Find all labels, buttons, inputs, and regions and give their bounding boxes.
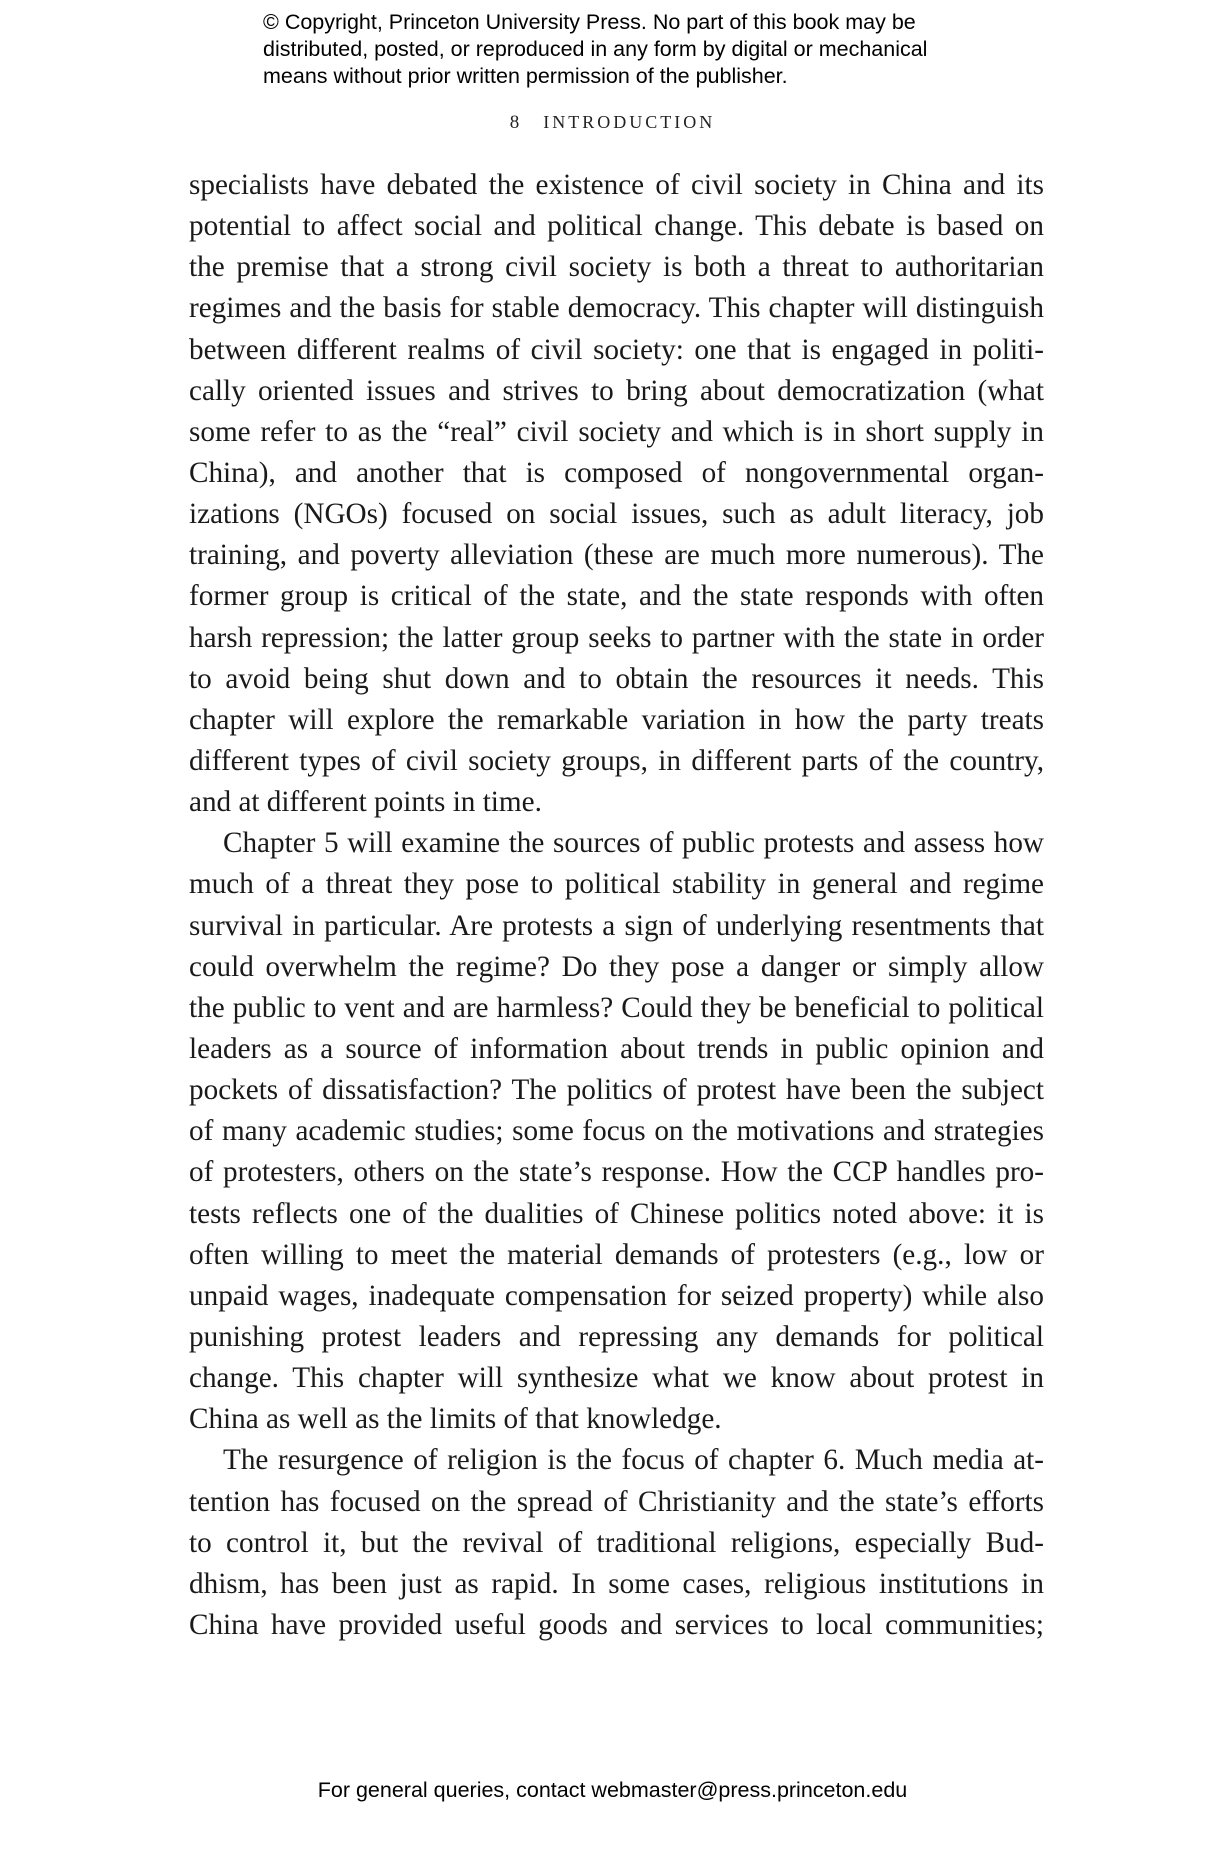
text-line: between different realms of civil society: one that is engaged in politi- xyxy=(189,333,1044,366)
text-line: izations (NGOs) focused on social issues, such as adult literacy, job xyxy=(189,498,1044,531)
text-line: China), and another that is composed of nongovernmental organ- xyxy=(189,456,1044,489)
text-line: potential to affect social and political change. This debate is based on xyxy=(189,210,1044,243)
text-line: China as well as the limits of that knowledge. xyxy=(189,1403,722,1436)
text-line: of many academic studies; some focus on the motivations and strategies xyxy=(189,1115,1044,1148)
text-line: some refer to as the “real” civil society and which is in short supply in xyxy=(189,415,1044,448)
text-line: cally oriented issues and strives to bring about democratization (what xyxy=(189,374,1044,407)
running-head xyxy=(0,112,1225,134)
text-line: to control it, but the revival of traditional religions, especially Bud- xyxy=(189,1526,1044,1559)
text-line: to avoid being shut down and to obtain the resources it needs. This xyxy=(189,662,1044,695)
text-line: survival in particular. Are protests a sign of underlying resentments that xyxy=(189,909,1044,942)
page-number: 8 xyxy=(509,112,520,133)
text-line: training, and poverty alleviation (these are much more numerous). The xyxy=(189,539,1044,572)
text-line: former group is critical of the state, and the state responds with often xyxy=(189,580,1044,613)
text-line: the public to vent and are harmless? Could they be beneficial to political xyxy=(189,991,1044,1024)
text-line: could overwhelm the regime? Do they pose a danger or simply allow xyxy=(189,950,1044,983)
text-line: The resurgence of religion is the focus of chapter 6. Much media at- xyxy=(223,1444,1044,1477)
text-line: regimes and the basis for stable democracy. This chapter will distinguish xyxy=(189,292,1044,325)
text-line: of protesters, others on the state’s response. How the CCP handles pro- xyxy=(189,1156,1044,1189)
footer-contact: For general queries, contact webmaster@press.princeton.edu xyxy=(317,1778,908,1802)
text-line: much of a threat they pose to political stability in general and regime xyxy=(189,868,1044,901)
text-line: the premise that a strong civil society is both a threat to authoritarian xyxy=(189,251,1044,284)
text-line: pockets of dissatisfaction? The politics of protest have been the subject xyxy=(189,1074,1044,1107)
text-line: harsh repression; the latter group seeks to partner with the state in order xyxy=(189,621,1044,654)
text-line: different types of civil society groups, in different parts of the country, xyxy=(189,744,1044,777)
copyright-line: © Copyright, Princeton University Press. No part of this book may be xyxy=(263,10,916,34)
text-line: China have provided useful goods and services to local communities; xyxy=(189,1608,1044,1641)
text-line: punishing protest leaders and repressing any demands for political xyxy=(189,1320,1044,1353)
text-line: change. This chapter will synthesize what we know about protest in xyxy=(189,1362,1044,1395)
text-line: and at different points in time. xyxy=(189,786,542,819)
text-line: tests reflects one of the dualities of Chinese politics noted above: it is xyxy=(189,1197,1044,1230)
copyright-line: means without prior written permission of the publisher. xyxy=(263,64,788,88)
copyright-line: distributed, posted, or reproduced in any form by digital or mechanical xyxy=(263,37,928,61)
text-line: Chapter 5 will examine the sources of public protests and assess how xyxy=(223,827,1044,860)
text-line: often willing to meet the material demands of protesters (e.g., low or xyxy=(189,1238,1044,1271)
text-line: chapter will explore the remarkable variation in how the party treats xyxy=(189,703,1044,736)
text-line: leaders as a source of information about trends in public opinion and xyxy=(189,1032,1044,1065)
text-line: tention has focused on the spread of Christianity and the state’s efforts xyxy=(189,1485,1044,1518)
text-line: unpaid wages, inadequate compensation for seized property) while also xyxy=(189,1279,1044,1312)
copyright-notice xyxy=(263,9,1023,90)
text-line: dhism, has been just as rapid. In some cases, religious institutions in xyxy=(189,1567,1044,1600)
text-line: specialists have debated the existence of civil society in China and its xyxy=(189,169,1044,201)
running-title: INTRODUCTION xyxy=(543,112,716,132)
body-text xyxy=(189,165,1044,1646)
